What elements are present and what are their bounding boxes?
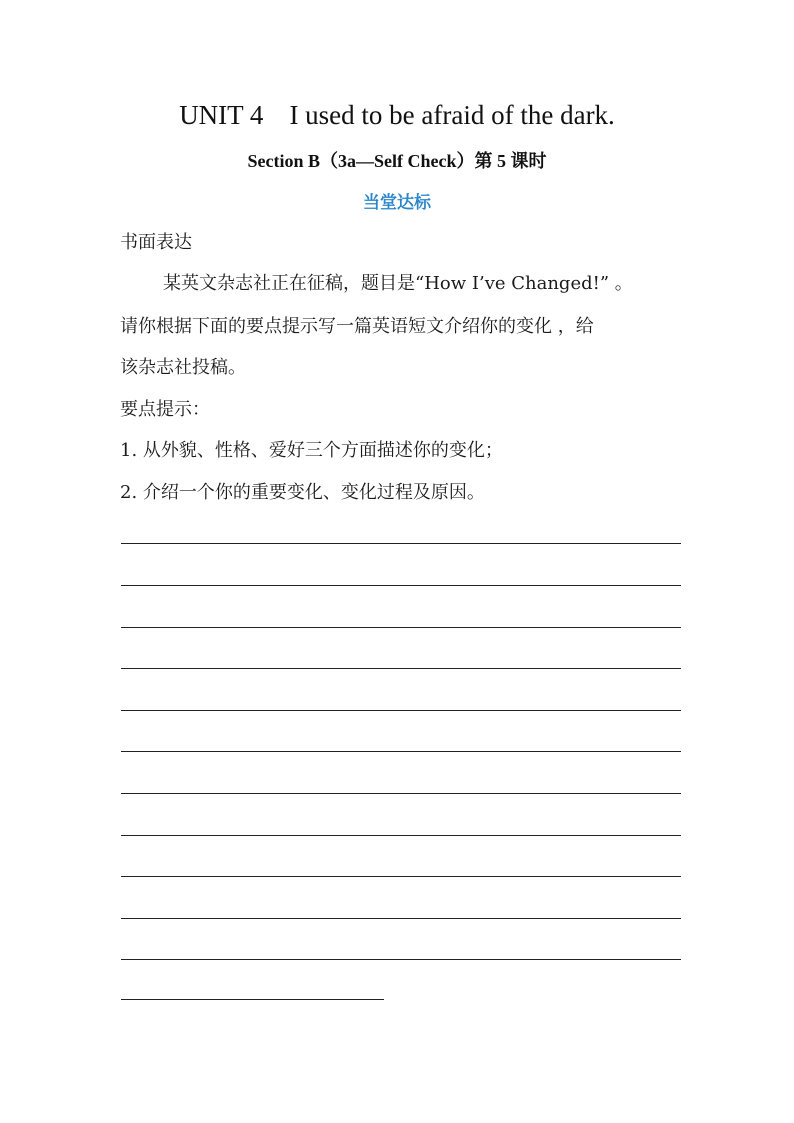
intro-line-1: 某英文杂志社正在征稿，题目是“How I’ve Changed!” 。	[163, 273, 633, 294]
writing-line[interactable]	[121, 585, 681, 586]
page-title	[0, 100, 794, 131]
writing-line[interactable]	[121, 668, 681, 669]
requirements-label: 要点提示：	[120, 399, 210, 420]
unit-label: UNIT 4	[179, 100, 264, 130]
writing-line[interactable]	[121, 959, 681, 960]
writing-line[interactable]	[121, 793, 681, 794]
writing-line[interactable]	[121, 543, 681, 544]
section-subtitle: Section B（3a—Self Check）第 5 课时	[247, 151, 547, 171]
section-label: 当堂达标	[363, 193, 431, 213]
task-type-label: 书面表达	[120, 232, 192, 253]
writing-line[interactable]	[121, 751, 681, 752]
intro-line-2: 请你根据下面的要点提示写一篇英语短文介绍你的变化 ，给	[120, 316, 594, 337]
writing-line[interactable]	[121, 627, 681, 628]
requirement-item-2: 2. 介绍一个你的重要变化、变化过程及原因。	[120, 482, 485, 503]
writing-line[interactable]	[121, 918, 681, 919]
requirement-item-1: 1. 从外貌、性格、爱好三个方面描述你的变化；	[120, 440, 503, 461]
writing-line[interactable]	[121, 835, 681, 836]
writing-line[interactable]	[121, 876, 681, 877]
final-short-line[interactable]	[121, 999, 384, 1000]
unit-title: I used to be afraid of the dark.	[289, 100, 615, 130]
writing-line[interactable]	[121, 710, 681, 711]
intro-line-3: 该杂志社投稿。	[120, 357, 246, 378]
